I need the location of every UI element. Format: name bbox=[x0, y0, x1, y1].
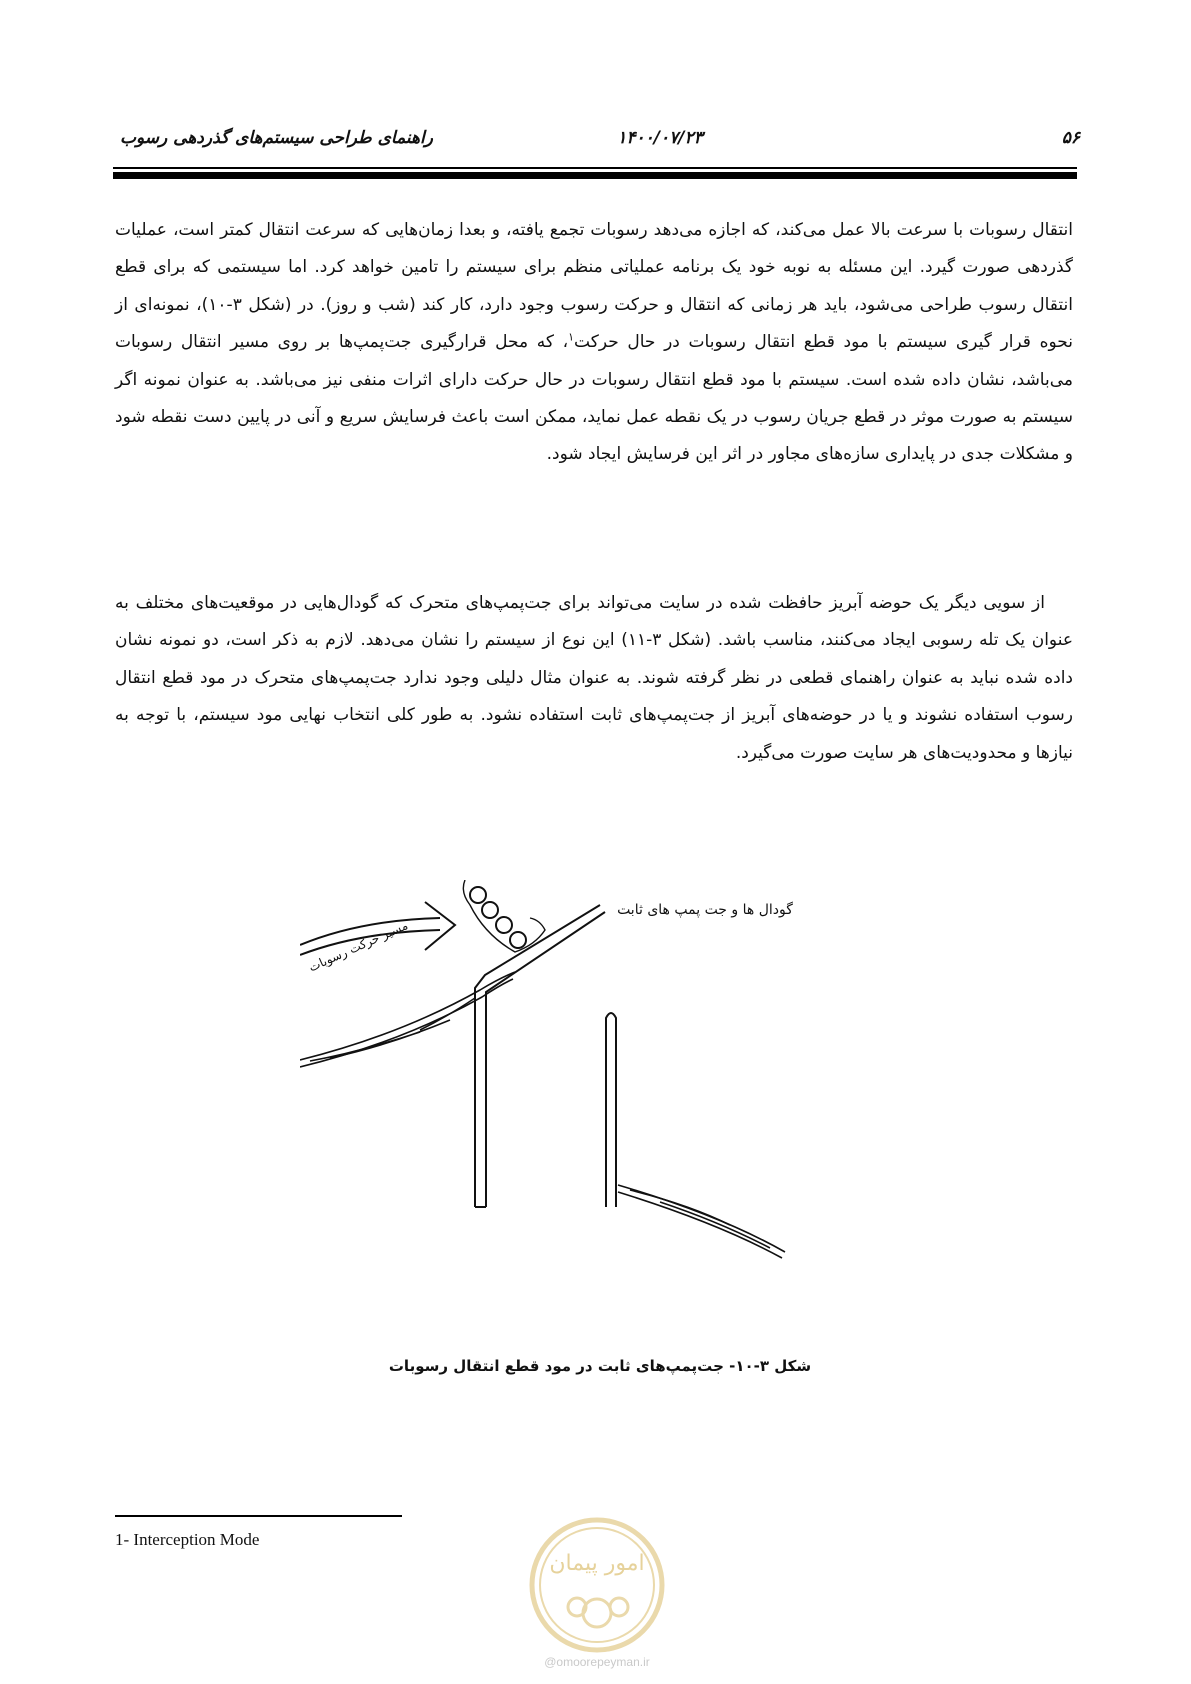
figure-jet-pumps-diagram bbox=[300, 880, 860, 1350]
watermark-logo-icon bbox=[527, 1515, 667, 1655]
header-date: ۱۴۰۰/۰۷/۲۳ bbox=[617, 128, 703, 148]
structure-right bbox=[606, 1013, 616, 1207]
body-paragraph-2: از سویی دیگر یک حوضه آبریز حافظت شده در سایت می‌تواند برای جت‌پمپ‌های متحرک که گودال‌هایی در موقعیت‌های مختلف به عنوان یک تله رسوبی ایجاد می‌کنند، مناسب باشد. (شکل ۳-۱۱) این نوع از سیستم را نشان می‌دهد. لازم به ذکر است، دو نمونه نشان داده شده نباید به عنوان راهنمای قطعی در نظر گرفته شوند. به عنوان مثال دلیلی وجود ندارد جت‌پمپ‌های متحرک در مود قطع انتقال رسوب استفاده نشوند و یا در حوضه‌های آبریز از جت‌پمپ‌های ثابت استفاده نشود. به طور کلی انتخاب نهایی مود سیستم، با توجه به نیازها و محدودیت‌های هر سایت صورت می‌گیرد. bbox=[115, 593, 1073, 763]
upstream-seabed bbox=[300, 972, 515, 1067]
header-rule-thin bbox=[113, 167, 1077, 169]
watermark-handle: @omoorepeyman.ir bbox=[544, 1655, 650, 1669]
footnote-text: 1- Interception Mode bbox=[115, 1530, 260, 1549]
page-number: ۵۶ bbox=[1061, 128, 1080, 148]
header-title: راهنمای طراحی سیستم‌های گذردهی رسوب bbox=[120, 128, 433, 148]
jet-pump-pits bbox=[463, 880, 545, 952]
downstream-seabed bbox=[618, 1185, 785, 1258]
header-rule-thick bbox=[113, 172, 1077, 179]
watermark bbox=[527, 1515, 667, 1680]
figure-caption: شکل ۳-۱۰- جت‌پمپ‌های ثابت در مود قطع انتقال رسوبات bbox=[388, 1357, 812, 1375]
sediment-path-arrow bbox=[300, 902, 455, 955]
body-paragraph-1 bbox=[115, 212, 1073, 474]
footnote-reference[interactable]: ۱ bbox=[568, 330, 575, 344]
label-sediment-path: مسیر حرکت رسوبات bbox=[306, 918, 411, 975]
paragraph-1-part-b: ، که محل قرارگیری جت‌پمپ‌ها بر روی مسیر انتقال رسوبات می‌باشد، نشان داده شده است. سیستم با مود قطع انتقال رسوبات در حال حرکت دارای اثرات منفی نیز می‌باشد. به عنوان نمونه اگر سیستم به صورت موثر در قطع جریان رسوب در یک نقطه عمل نماید، ممکن است باعث فرسایش سریع و آنی در پایین دست نقطه شود و مشکلات جدی در پایداری سازه‌های مجاور در اثر این فرسایش ایجاد شود. bbox=[115, 332, 1073, 465]
paragraph-1-part-a: انتقال رسوبات با سرعت بالا عمل می‌کند، که اجازه می‌دهد رسوبات تجمع یافته، و بعدا زمان‌هایی که سرعت انتقال کمتر است، عملیات گذردهی صورت گیرد. این مسئله به نوبه خود یک برنامه عملیاتی منظم برای سیستم را تامین خواهد کرد. اما سیستمی که برای قطع انتقال رسوب طراحی می‌شود، باید هر زمانی که انتقال و حرکت رسوب وجود دارد، کار کند (شب و روز). در (شکل ۳-۱۰)، نمونه‌ای از نحوه قرار گیری سیستم با مود قطع انتقال رسوبات در حال حرکت bbox=[115, 220, 1073, 353]
watermark-logo-text: امور پیمان bbox=[549, 1551, 645, 1576]
label-pits-and-jet-pumps: گودال ها و جت پمپ های ثابت bbox=[617, 902, 793, 918]
structure-left bbox=[475, 905, 605, 1207]
footnote-rule bbox=[115, 1515, 402, 1517]
